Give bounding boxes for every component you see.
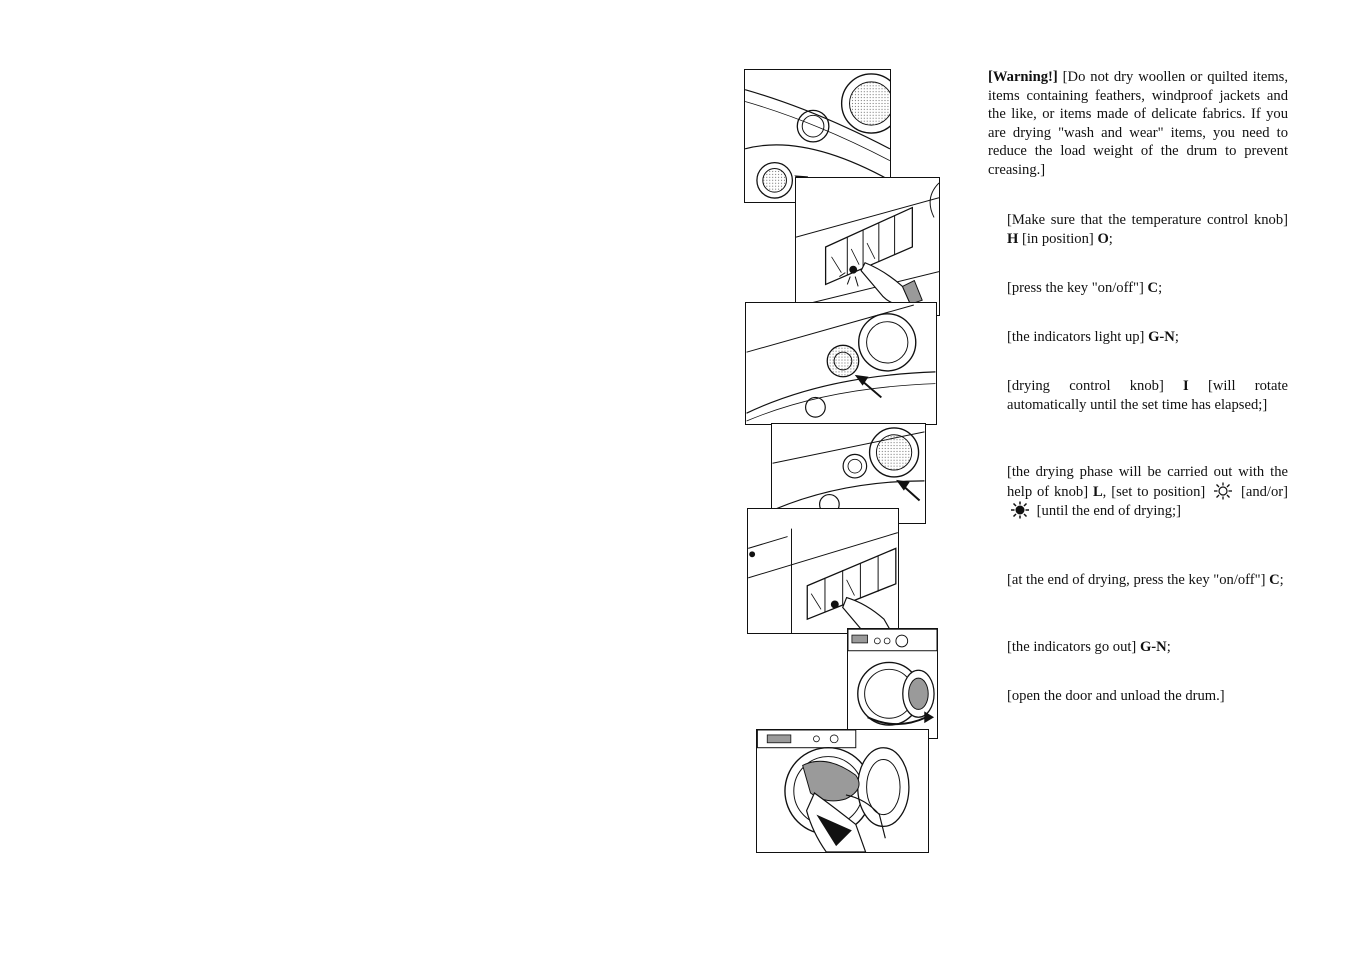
warning-label: [Warning!] [988,69,1058,85]
illustration-unload-drum [756,729,929,853]
step-8 [1007,687,1288,706]
warning-paragraph [988,68,1288,180]
warning-text: [Do not dry woollen or quilted items, items containing feathers, windproof jackets and the like, or items made of delicate fabrics. If you are drying "wash and wear" items, you need to reduce the load weight of the drum to prevent creasing.] [988,69,1288,178]
step-5-text-3: [until the end of drying;] [1036,503,1181,520]
step-2-text: [press the key "on/off"] [1007,280,1144,296]
illustration-press-onoff-end [747,508,899,634]
step-6-key-c: C [1269,572,1280,588]
step-5-comma: , [1102,483,1107,500]
step-5 [1007,463,1288,521]
illustration-press-onoff-key [795,177,940,316]
illustration-indicators-on [745,302,937,425]
step-6-end: ; [1279,572,1284,588]
step-5-text-2: [set to position] [1111,483,1206,500]
step-5-and-or: [and/or] [1241,483,1289,500]
sun-filled-icon [1009,501,1031,519]
illustration-open-door [847,628,938,739]
step-1-key-o: O [1097,230,1109,247]
step-1-text: [Make sure that the temperature control knob] [1007,212,1288,228]
step-2-key-c: C [1147,280,1159,296]
step-1-end: ; [1108,230,1113,247]
step-4 [1007,377,1288,414]
step-2 [1007,279,1288,298]
step-7-indicators: G-N [1139,639,1167,655]
instructions-column [988,68,1289,704]
step-6 [1007,571,1288,590]
step-5-knob-l: L [1092,483,1103,500]
step-7 [1007,638,1288,657]
sun-outline-icon [1212,482,1234,500]
step-6-text: [at the end of drying, press the key "on/off"] [1007,572,1266,588]
step-4-text: [drying control knob] [1007,378,1164,394]
step-1-text-2: [in position] [1022,230,1094,247]
step-1 [1007,211,1288,248]
step-4-text-2: [will rotate automatically until the set time has elapsed;] [1007,378,1288,413]
step-5-text: [the drying phase will be carried out with the help of knob] [1007,464,1288,500]
step-8-text: [open the door and unload the drum.] [1007,688,1225,704]
step-2-end: ; [1158,280,1163,296]
step-3-text: [the indicators light up] [1007,329,1145,345]
step-3-indicators: G-N [1148,329,1175,345]
step-3 [1007,328,1288,347]
step-1-key-h: H [1007,230,1019,247]
step-4-knob-i: I [1183,378,1189,394]
step-7-text: [the indicators go out] [1007,639,1137,655]
step-7-end: ; [1166,639,1171,655]
step-3-end: ; [1174,329,1179,345]
